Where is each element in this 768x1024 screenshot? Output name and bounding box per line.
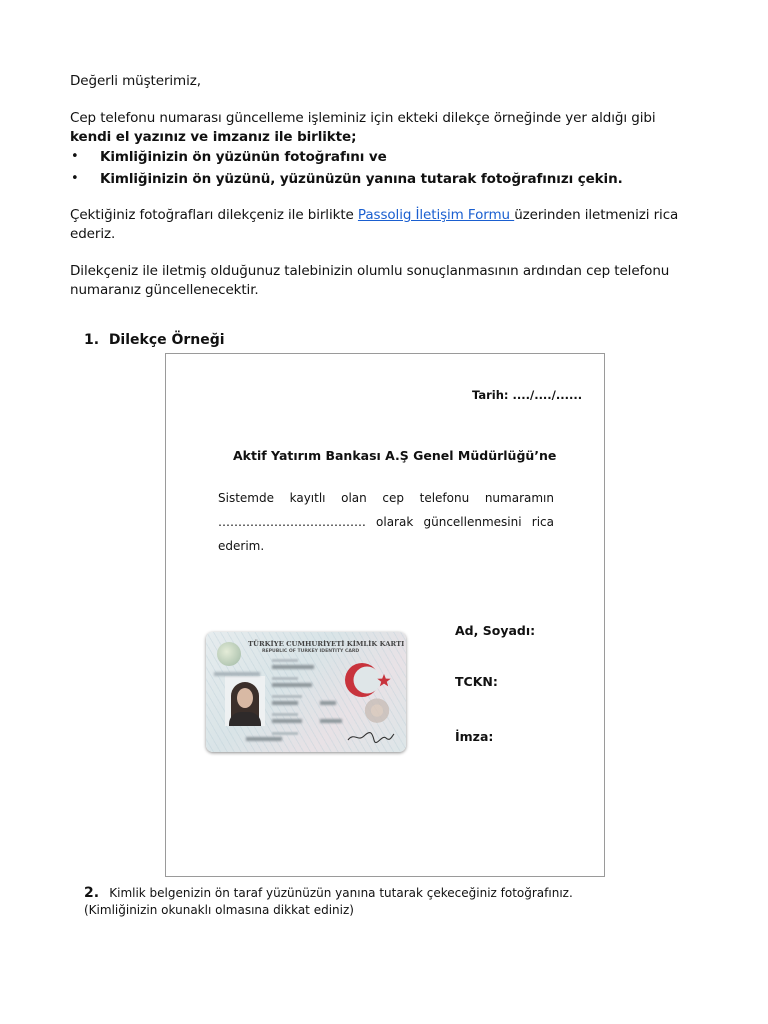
list-item: Kimliğinizin ön yüzünü, yüzünüzün yanına tutarak fotoğrafınızı çekin. <box>100 171 623 187</box>
section-title: Dilekçe Örneği <box>108 332 225 348</box>
id-card-image <box>206 632 406 752</box>
petition-sample-frame <box>165 353 605 877</box>
passolig-contact-form-link[interactable]: Passolig İletişim Formu <box>357 207 515 223</box>
blurred-field <box>272 683 312 687</box>
result-line: numaranız güncellenecektir. <box>70 282 259 298</box>
list-item: Kimliğinizin ön yüzünün fotoğrafını ve <box>100 149 387 165</box>
blurred-field <box>272 719 302 723</box>
holder-photo <box>225 676 265 726</box>
petition-body-line: Sistemde kayıtlı olan cep telefonu numaramın <box>218 491 554 505</box>
blurred-field <box>272 695 302 698</box>
intro-line: Cep telefonu numarası güncelleme işleminiz için ekteki dilekçe örneğinde yer aldığı gibi <box>70 110 656 126</box>
card-signature-icon <box>346 728 396 746</box>
blurred-field <box>272 659 298 662</box>
bullet-icon: • <box>71 149 79 164</box>
intro-bold-line: kendi el yazınız ve imzanız ile birlikte; <box>70 129 357 145</box>
section-2-note: (Kimliğinizin okunaklı olmasına dikkat ediniz) <box>84 903 354 917</box>
section-number: 1. <box>84 332 100 348</box>
blurred-field <box>272 701 298 705</box>
section-2-caption <box>84 882 573 901</box>
date-field: Tarih: ..../..../...... <box>472 388 583 402</box>
upload-text-end: üzerinden iletmenizi rica <box>514 207 679 223</box>
section-number: 2. <box>84 885 100 901</box>
petition-body-line: ………………………………. olarak güncellenmesini rica <box>218 515 554 529</box>
bullet-icon: • <box>71 171 79 186</box>
ghost-photo <box>364 698 390 726</box>
upload-paragraph-end: ederiz. <box>70 226 116 242</box>
addressee-heading: Aktif Yatırım Bankası A.Ş Genel Müdürlüğü’ne <box>233 448 557 463</box>
blurred-field <box>272 677 298 680</box>
blurred-field <box>320 719 342 723</box>
blurred-field <box>320 701 336 705</box>
section-2-text: Kimlik belgenizin ön taraf yüzünüzün yanına tutarak çekeceğiniz fotoğrafınız. <box>109 886 573 900</box>
blurred-field <box>214 672 260 676</box>
globe-emblem-icon <box>217 642 241 666</box>
section-1-heading <box>84 332 225 348</box>
card-subtitle: REPUBLIC OF TURKEY IDENTITY CARD <box>262 649 360 654</box>
blurred-field <box>272 732 298 735</box>
blurred-field <box>272 713 298 716</box>
card-title: TÜRKİYE CUMHURİYETİ KİMLİK KARTI <box>248 640 405 648</box>
greeting-text: Değerli müşterimiz, <box>70 73 201 89</box>
name-label: Ad, Soyadı: <box>455 623 536 638</box>
tckn-label: TCKN: <box>455 674 498 689</box>
signature-label: İmza: <box>455 729 494 744</box>
blurred-field <box>246 737 282 741</box>
petition-body-line: ederim. <box>218 539 265 553</box>
result-line: Dilekçeniz ile iletmiş olduğunuz talebinizin olumlu sonuçlanmasının ardından cep telefonu <box>70 263 670 279</box>
upload-text: Çektiğiniz fotoğrafları dilekçeniz ile birlikte <box>70 207 358 223</box>
upload-paragraph <box>70 206 678 225</box>
blurred-field <box>272 665 314 669</box>
